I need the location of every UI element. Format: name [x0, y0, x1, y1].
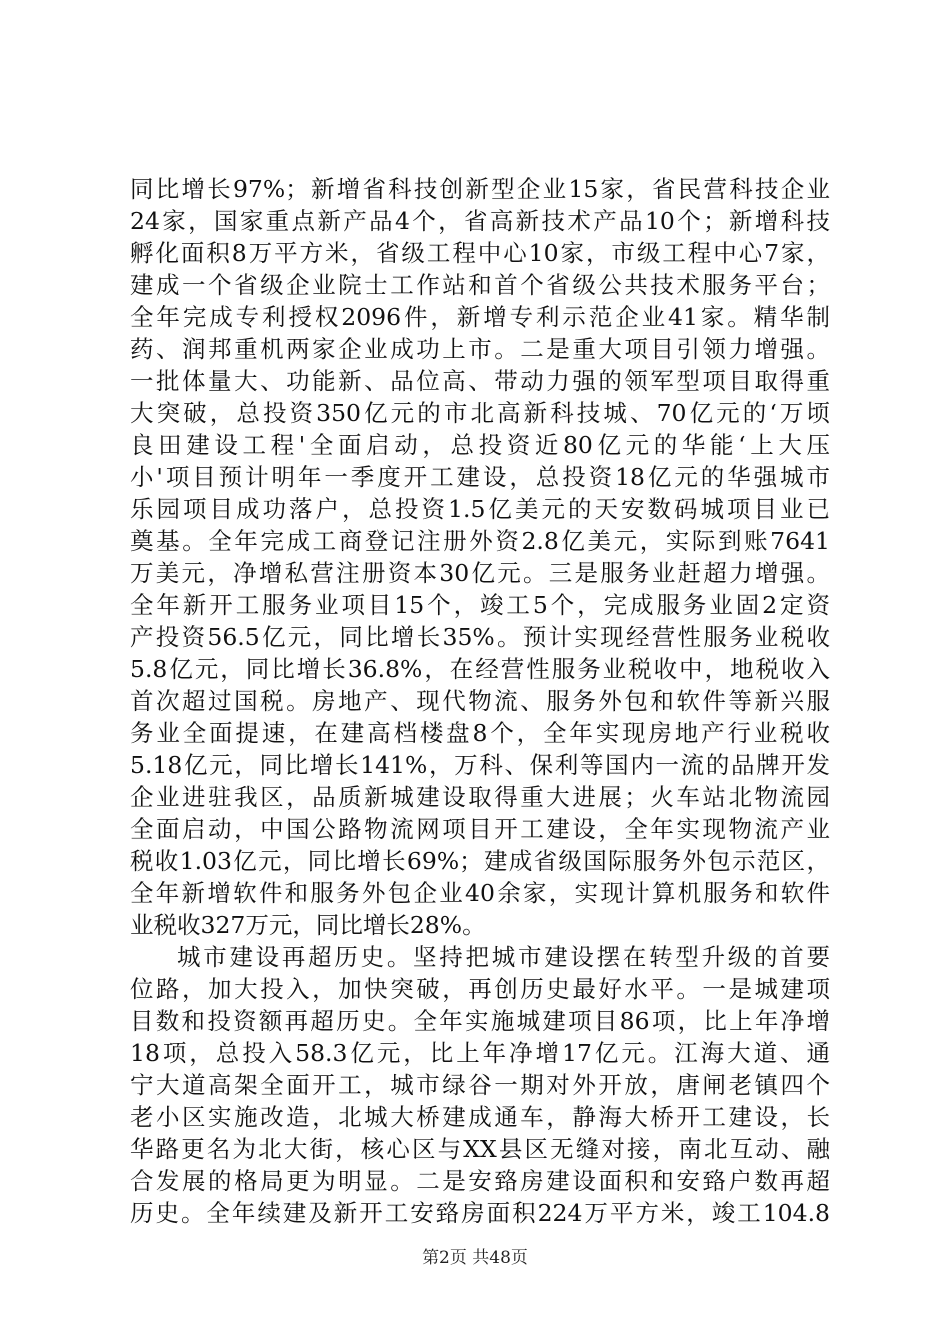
- text-line: 位路，加大投入，加快突破，再创历史最好水平。一是城建项: [130, 975, 830, 1003]
- text-line: 良田建设工程'全面启动，总投资近80亿元的华能‘上大压: [130, 431, 830, 459]
- text-line: 企业进驻我区，品质新城建设取得重大进展；火车站北物流园: [130, 783, 830, 811]
- page-footer: [0, 1243, 950, 1268]
- text-line: 同比增长97%；新增省科技创新型企业15家，省民营科技企业: [130, 175, 830, 203]
- text-line: 业税收327万元，同比增长28%。: [130, 911, 486, 939]
- body-text: [130, 173, 830, 1229]
- text-line: 万美元，净增私营注册资本30亿元。三是服务业赶超力增强。: [130, 559, 830, 587]
- text-line: 一批体量大、功能新、品位高、带动力强的领军型项目取得重: [130, 367, 830, 395]
- paragraph-first-line: 城市建设再超历史。坚持把城市建设摆在转型升级的首要: [177, 943, 830, 971]
- text-line: 药、润邦重机两家企业成功上市。二是重大项目引领力增强。: [130, 335, 830, 363]
- text-line: 产投资56.5亿元，同比增长35%。预计实现经营性服务业税收: [130, 623, 830, 651]
- text-line: 建成一个省级企业院士工作站和首个省级公共技术服务平台；: [130, 271, 830, 299]
- text-line: 乐园项目成功落户，总投资1.5亿美元的天安数码城项目业已: [130, 495, 830, 523]
- text-line: 小'项目预计明年一季度开工建设，总投资18亿元的华强城市: [130, 463, 830, 491]
- text-line: 奠基。全年完成工商登记注册外资2.8亿美元，实际到账7641: [130, 527, 830, 555]
- text-line: 大突破，总投资350亿元的市北高新科技城、70亿元的‘万顷: [130, 399, 830, 427]
- text-line: 老小区实施改造，北城大桥建成通车，静海大桥开工建设，长: [130, 1103, 830, 1131]
- text-line: 5.8亿元，同比增长36.8%，在经营性服务业税收中，地税收入: [130, 655, 830, 683]
- text-line: 孵化面积8万平方米，省级工程中心10家，市级工程中心7家，: [130, 239, 830, 267]
- text-line: 5.18亿元，同比增长141%，万科、保利等国内一流的品牌开发: [130, 751, 830, 779]
- text-line: 合发展的格局更为明显。二是安臵房建设面积和安臵户数再超: [130, 1167, 830, 1195]
- text-line: 首次超过国税。房地产、现代物流、服务外包和软件等新兴服: [130, 687, 830, 715]
- text-line: 宁大道高架全面开工，城市绿谷一期对外开放，唐闸老镇四个: [130, 1071, 830, 1099]
- text-line: 税收1.03亿元，同比增长69%；建成省级国际服务外包示范区，: [130, 847, 830, 875]
- text-line: 务业全面提速，在建高档楼盘8个，全年实现房地产行业税收: [130, 719, 830, 747]
- page-number-label: 第2页 共48页: [422, 1248, 528, 1268]
- text-line: 24家，国家重点新产品4个，省高新技术产品10个；新增科技: [130, 207, 830, 235]
- text-line: 18项，总投入58.3亿元，比上年净增17亿元。江海大道、通: [130, 1039, 830, 1067]
- text-line: 历史。全年续建及新开工安臵房面积224万平方米，竣工104.8: [130, 1199, 830, 1227]
- text-line: 全年新增软件和服务外包企业40余家，实现计算机服务和软件: [130, 879, 830, 907]
- text-line: 全面启动，中国公路物流网项目开工建设，全年实现物流产业: [130, 815, 830, 843]
- text-line: 华路更名为北大街，核心区与XX县区无缝对接，南北互动、融: [130, 1135, 830, 1163]
- text-line: 全年新开工服务业项目15个，竣工5个，完成服务业固2定资: [130, 591, 830, 619]
- text-line: 目数和投资额再超历史。全年实施城建项目86项，比上年净增: [130, 1007, 830, 1035]
- text-line: 全年完成专利授权2096件，新增专利示范企业41家。精华制: [130, 303, 830, 331]
